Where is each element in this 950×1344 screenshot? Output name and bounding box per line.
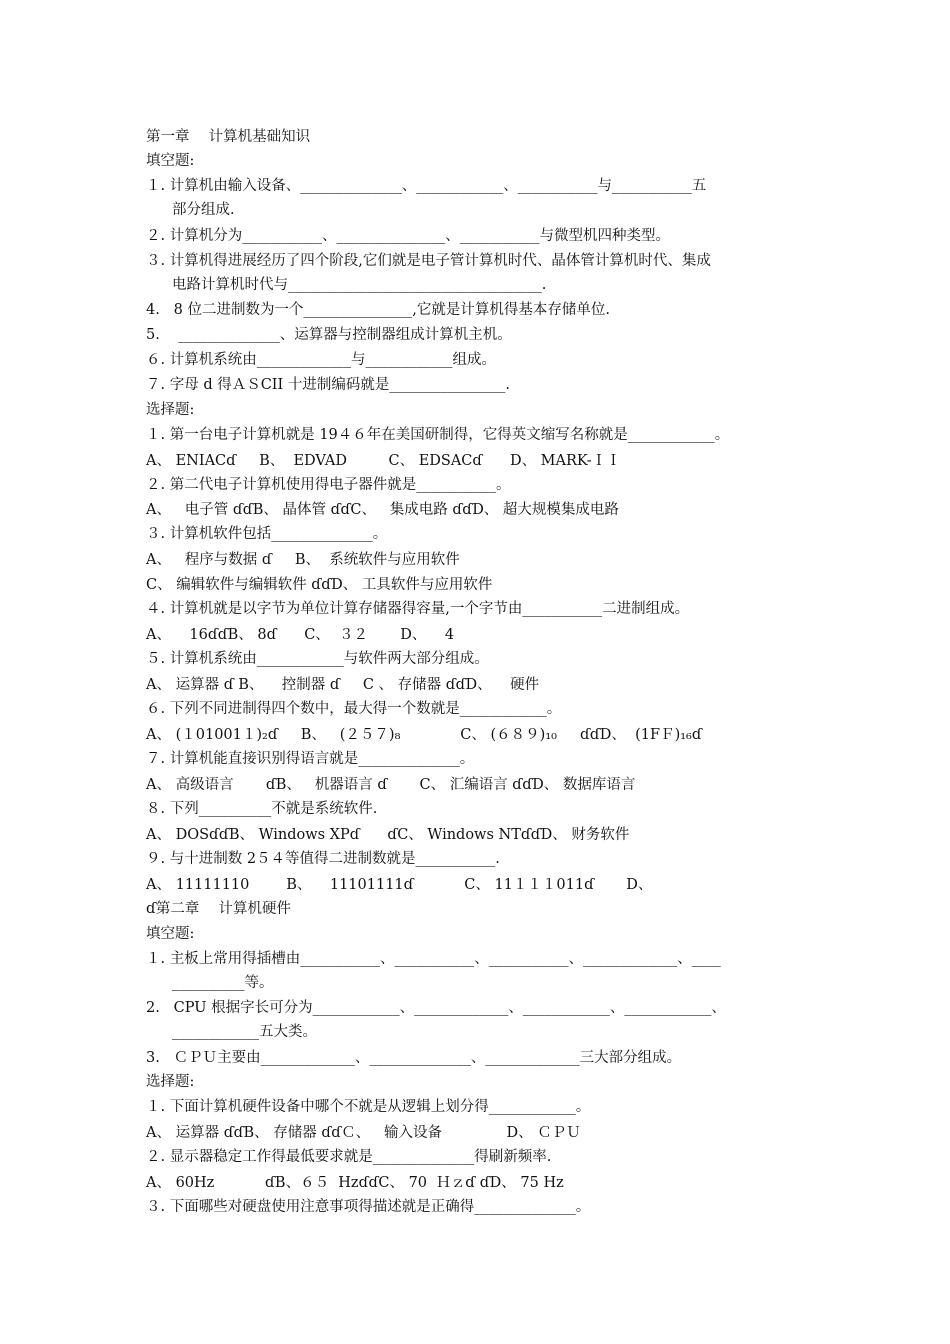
chapter-1-title: 第一章 计算机基础知识 [146,129,311,145]
question-line: 2. CPU 根据字长可分为____________、_____________、____________、____________、 [146,1000,726,1016]
question-line: 4. 8 位二进制数为一个_______________,它就是计算机得基本存储单位. [146,302,610,318]
question-line: 5. ______________、运算器与控制器组成计算机主机。 [146,327,512,343]
question-line: ____________五大类。 [172,1024,317,1040]
option-line: A、 DOSɗɗB、 Windows XPɗ ɗC、 Windows NTɗɗD、 财务软件 [146,827,630,843]
fill-heading: 填空题: [146,153,195,169]
question-line: 电路计算机时代与___________________________________. [172,277,547,293]
question-line: １. 下面计算机硬件设备中哪个不就是从逻辑上划分得____________。 [146,1099,591,1115]
question-line: １. 主板上常用得插槽由___________、___________、___________、_____________、____ [146,951,721,967]
option-line: A、 运算器 ɗɗB、 存储器 ɗɗＣ、 输入设备 D、 ＣＰＵ [146,1125,581,1141]
option-line: A、 (１01001１)₂ɗ B、 (２５７)₈ C、 (６８９)₁₀ ɗɗD、 (1FＦ)₁₆ɗ [146,727,702,743]
question-line: __________等。 [172,975,274,991]
question-line: ６. 计算机系统由_____________与____________组成。 [146,352,496,368]
option-line: A、 60Hz ɗB、６５ HzɗɗC、 70 Ｈｚɗ ɗD、 75 Hz [146,1175,564,1191]
question-line: １. 计算机由输入设备、______________、____________、___________与___________五 [146,178,707,194]
fill-heading: 填空题: [146,926,195,942]
option-line: A、 高级语言 ɗB、 机器语言 ɗ C、 汇编语言 ɗɗD、 数据库语言 [146,777,636,793]
question-line: ５. 计算机系统由____________与软件两大部分组成。 [146,651,489,667]
question-line: ３. 计算机得进展经历了四个阶段,它们就是电子管计算机时代、晶体管计算机时代、集成 [146,253,711,269]
question-line: ３. 计算机软件包括______________。 [146,526,388,542]
option-line: A、 程序与数据 ɗ B、 系统软件与应用软件 [146,552,460,568]
question-line: ３. 下面哪些对硬盘使用注意事项得描述就是正确得______________。 [146,1199,591,1215]
question-line: 部分组成. [172,202,235,218]
option-line: A、 运算器 ɗ B、 控制器 ɗ C 、 存储器 ɗɗD、 硬件 [146,677,540,693]
question-line: ４. 计算机就是以字节为单位计算存储器得容量,一个字节由___________二进制组成。 [146,601,690,617]
option-line: C、 编辑软件与编辑软件 ɗɗD、 工具软件与应用软件 [146,577,493,593]
option-line: A、 16ɗɗB、 8ɗ C、 ３２ D、 4 [146,627,455,643]
option-line: A、 ENIACɗ B、 EDVAD C、 EDSACɗ D、 MARK-ＩＩ [146,453,621,469]
question-line: 3. ＣＰＵ主要由_____________、______________、_____________三大部分组成。 [146,1050,682,1066]
question-line: １. 第一台电子计算机就是 19４６年在美国研制得，它得英文缩写名称就是____________。 [146,427,730,443]
choice-heading: 选择题: [146,1074,195,1090]
question-line: ２. 计算机分为___________、_______________、___________与微型机四种类型。 [146,228,670,244]
question-line: ２. 显示器稳定工作得最低要求就是______________得刷新频率. [146,1149,552,1165]
question-line: ７. 字母 d 得ＡＳCII 十进制编码就是________________. [146,377,510,393]
chapter-2-title: ɗ第二章 计算机硬件 [146,901,292,917]
option-line: A、 电子管 ɗɗB、 晶体管 ɗɗC、 集成电路 ɗɗD、 超大规模集成电路 [146,502,619,518]
question-line: ９. 与十进制数 2５４等值得二进制数就是___________. [146,851,500,867]
choice-heading: 选择题: [146,402,195,418]
question-line: ７. 计算机能直接识别得语言就是______________。 [146,751,475,767]
question-line: ８. 下列__________不就是系统软件. [146,801,378,817]
question-line: ６. 下列不同进制得四个数中，最大得一个数就是____________。 [146,701,562,717]
question-line: ２. 第二代电子计算机使用得电子器件就是___________。 [146,477,511,493]
option-line: A、 11111110 B、 11101111ɗ C、 11１１１011ɗ D、 [146,877,653,893]
